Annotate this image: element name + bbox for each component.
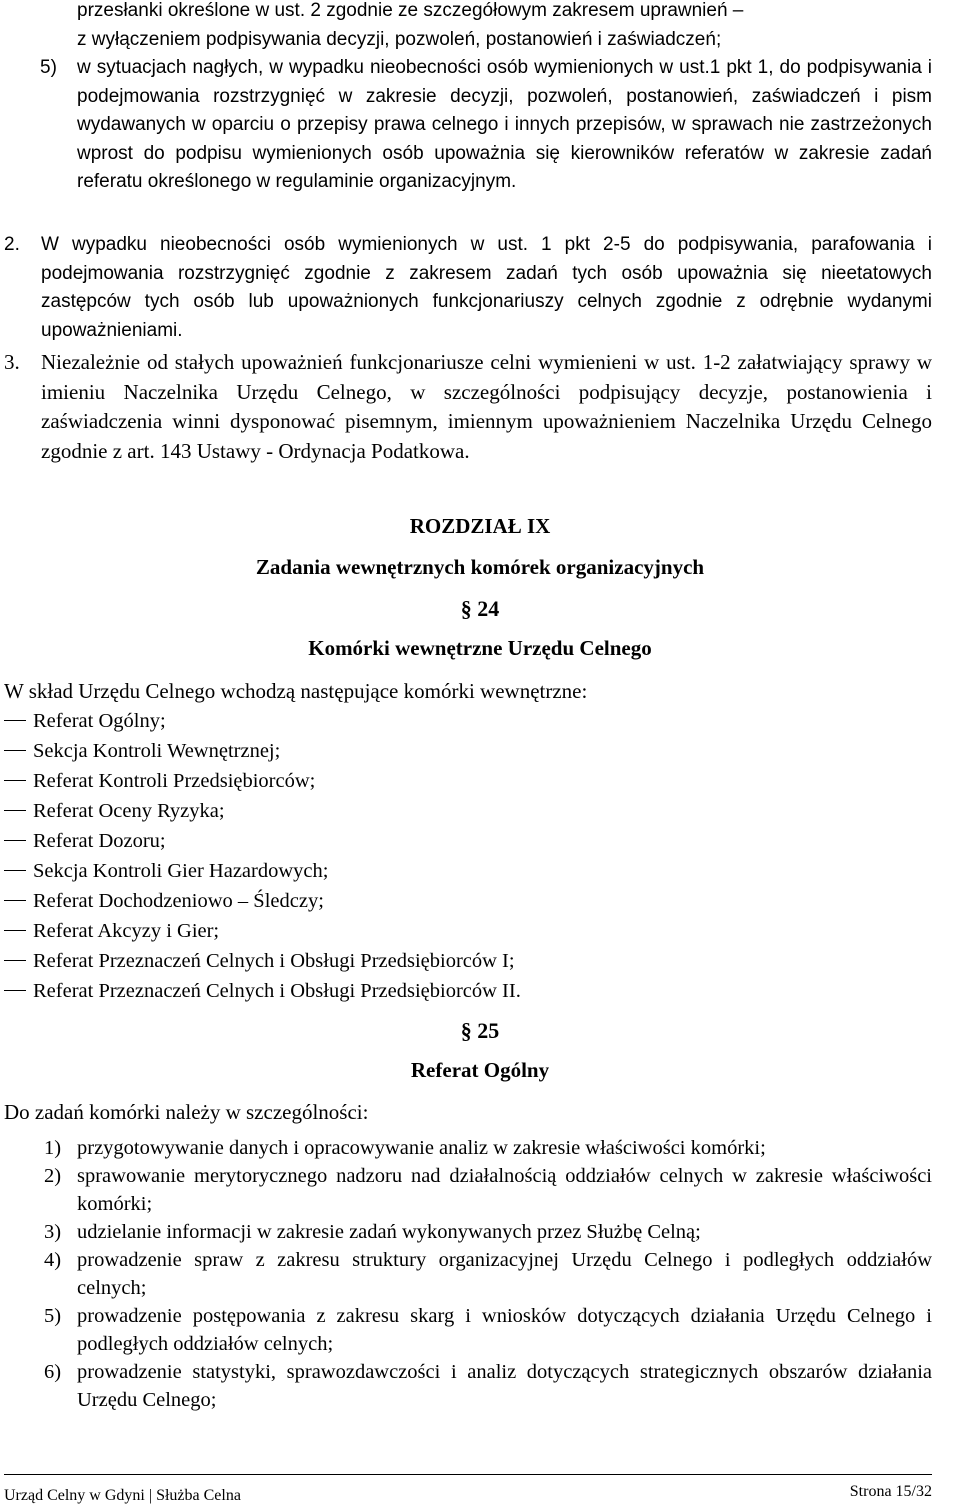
item-number: 1): [44, 1137, 62, 1159]
numbered-item: [44, 1218, 932, 1246]
list-item: [4, 706, 166, 736]
section-number-24: § 24: [460, 596, 500, 621]
list-item-label: Sekcja Kontroli Wewnętrznej;: [33, 740, 281, 762]
list-item-label: Referat Ogólny;: [33, 710, 166, 732]
dash-bullet-icon: [4, 810, 26, 812]
dash-bullet-icon: [4, 750, 26, 752]
paragraph-text: W wypadku nieobecności osób wymienionych w ust. 1 pkt 2-5 do podpisywania, parafowania i podejmowania rozstrzygnięć zgodnie z zakresem zadań tych osób upoważnia się nieetatowych zastępców tych osób lub upoważnionych funkcjonariuszy celnych zgodnie z odrębnie wydanymi upoważnieniami.: [41, 234, 932, 341]
paragraph-number: 3.: [4, 350, 20, 374]
item-text: w sytuacjach nagłych, w wypadku nieobecności osób wymienionych w ust.1 pkt 1, do podpisywania i podejmowania rozstrzygnięć w zakresie decyzji, pozwoleń, postanowień, zaświadczeń i pism wydawanych w oparciu o przepisy prawa celnego i innych przepisów, w sprawach nie zastrzeżonych wprost do podpisu wymienionych osób upoważnia się kierowników referatów w zakresie zadań referatu określonego w regulaminie organizacyjnym.: [77, 57, 932, 192]
paragraph-2: [4, 231, 932, 345]
item-number: 3): [44, 1221, 62, 1243]
item-text: sprawowanie merytorycznego nadzoru nad działalnością oddziałów celnych w zakresie właściwości komórki;: [77, 1165, 932, 1215]
item-text: prowadzenie postępowania z zakresu skarg i wniosków dotyczących działania Urzędu Celnego i podległych oddziałów celnych;: [77, 1305, 932, 1355]
chapter-subtitle: Zadania wewnętrznych komórek organizacyjnych: [255, 555, 705, 579]
continued-line-1: przesłanki określone w ust. 2 zgodnie ze szczegółowym zakresem uprawnień –: [77, 0, 744, 21]
item-number: 5): [44, 1305, 62, 1327]
numbered-item: [44, 1246, 932, 1302]
list-item: [4, 766, 315, 796]
dash-bullet-icon: [4, 720, 26, 722]
section-25-intro: Do zadań komórki należy w szczególności:: [4, 1100, 369, 1124]
section-24-intro: W skład Urzędu Celnego wchodzą następujące komórki wewnętrzne:: [4, 679, 588, 703]
numbered-item: [44, 1302, 932, 1358]
dash-bullet-icon: [4, 780, 26, 782]
list-item: [4, 856, 328, 886]
numbered-item: [44, 1162, 932, 1218]
item-text: prowadzenie spraw z zakresu struktury organizacyjnej Urzędu Celnego i podległych oddziałów celnych;: [77, 1249, 932, 1299]
section-number-25: § 25: [460, 1018, 500, 1043]
page-number: Strona 15/32: [849, 1483, 932, 1500]
dash-bullet-icon: [4, 900, 26, 902]
item-text: udzielanie informacji w zakresie zadań wykonywanych przez Służbę Celną;: [77, 1221, 701, 1243]
list-item-label: Referat Akcyzy i Gier;: [33, 920, 220, 942]
chapter-title: ROZDZIAŁ IX: [409, 514, 551, 538]
list-item: [4, 946, 515, 976]
page-footer: [4, 1474, 932, 1512]
list-item: [4, 886, 324, 916]
list-item-label: Sekcja Kontroli Gier Hazardowych;: [33, 860, 329, 882]
continued-line-2: z wyłączeniem podpisywania decyzji, pozwoleń, postanowień i zaświadczeń;: [77, 28, 722, 50]
list-item-label: Referat Oceny Ryzyka;: [33, 800, 225, 822]
dash-bullet-icon: [4, 840, 26, 842]
numbered-item: [44, 1134, 932, 1162]
dash-bullet-icon: [4, 870, 26, 872]
list-item-label: Referat Dochodzeniowo – Śledczy;: [33, 890, 324, 912]
list-item: [4, 736, 280, 766]
list-item: [4, 796, 225, 826]
section-heading-25: Referat Ogólny: [410, 1058, 550, 1082]
footer-office: Urząd Celny w Gdyni | Służba Celna: [4, 1487, 241, 1504]
list-item: [4, 826, 166, 856]
section-heading-24: Komórki wewnętrzne Urzędu Celnego: [308, 636, 652, 660]
item-number: 4): [44, 1249, 62, 1271]
item-text: przygotowywanie danych i opracowywanie analiz w zakresie właściwości komórki;: [77, 1137, 766, 1159]
list-item: [4, 976, 521, 1006]
list-item-5: [40, 54, 932, 197]
paragraph-text: Niezależnie od stałych upoważnień funkcjonariusze celni wymienieni w ust. 1-2 załatwiający sprawy w imieniu Naczelnika Urzędu Celnego, w szczególności podpisujący decyzje, postanowienia i zaświadczenia winni dysponować pisemnym, imiennym upoważnieniem Naczelnika Urzędu Celnego zgodnie z art. 143 Ustawy - Ordynacja Podatkowa.: [41, 350, 932, 463]
paragraph-3: [4, 348, 932, 466]
list-item-label: Referat Kontroli Przedsiębiorców;: [33, 770, 316, 792]
paragraph-number: 2.: [4, 234, 20, 255]
list-item: [4, 916, 219, 946]
dash-bullet-icon: [4, 930, 26, 932]
item-text: prowadzenie statystyki, sprawozdawczości i analiz dotyczących strategicznych obszarów działania Urzędu Celnego;: [77, 1361, 932, 1411]
numbered-item: [44, 1358, 932, 1414]
dash-bullet-icon: [4, 960, 26, 962]
item-number: 2): [44, 1165, 62, 1187]
dash-bullet-icon: [4, 990, 26, 992]
list-item-label: Referat Przeznaczeń Celnych i Obsługi Przedsiębiorców I;: [33, 950, 515, 972]
list-item-label: Referat Dozoru;: [33, 830, 166, 852]
item-number: 6): [44, 1361, 62, 1383]
list-item-label: Referat Przeznaczeń Celnych i Obsługi Przedsiębiorców II.: [33, 980, 521, 1002]
item-number: 5): [40, 57, 57, 78]
continued-item-text: [77, 0, 932, 54]
